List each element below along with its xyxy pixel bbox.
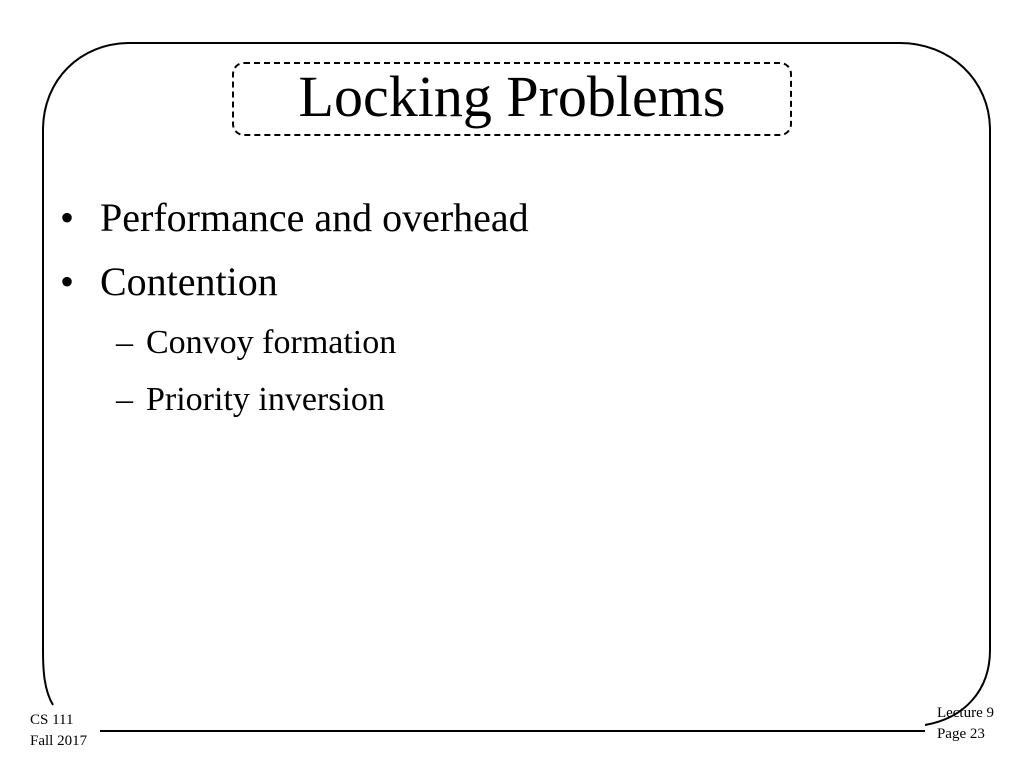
sub-bullet-text: Priority inversion (146, 381, 385, 418)
bullet-marker: • (60, 259, 75, 304)
footer-course-info (30, 710, 87, 752)
footer-lecture: Lecture 9 (936, 705, 994, 721)
bullet-marker: • (60, 195, 75, 240)
bullet-list (60, 186, 960, 428)
bullet-text: Contention (100, 259, 278, 304)
title-box (232, 62, 792, 136)
slide-title: Locking Problems (298, 64, 726, 129)
bullet-item (60, 186, 960, 250)
footer-lecture-info (937, 703, 994, 745)
sub-bullet-marker: – (116, 324, 133, 361)
sub-bullet-text: Convoy formation (146, 324, 397, 361)
sub-bullet-marker: – (116, 381, 133, 418)
sub-bullet-item (116, 371, 960, 428)
footer-page: Page 23 (936, 726, 985, 742)
bullet-item (60, 250, 960, 314)
footer-course: CS 111 (30, 712, 74, 728)
sub-bullet-item (116, 314, 960, 371)
footer-term: Fall 2017 (30, 733, 88, 749)
bullet-text: Performance and overhead (100, 195, 529, 240)
